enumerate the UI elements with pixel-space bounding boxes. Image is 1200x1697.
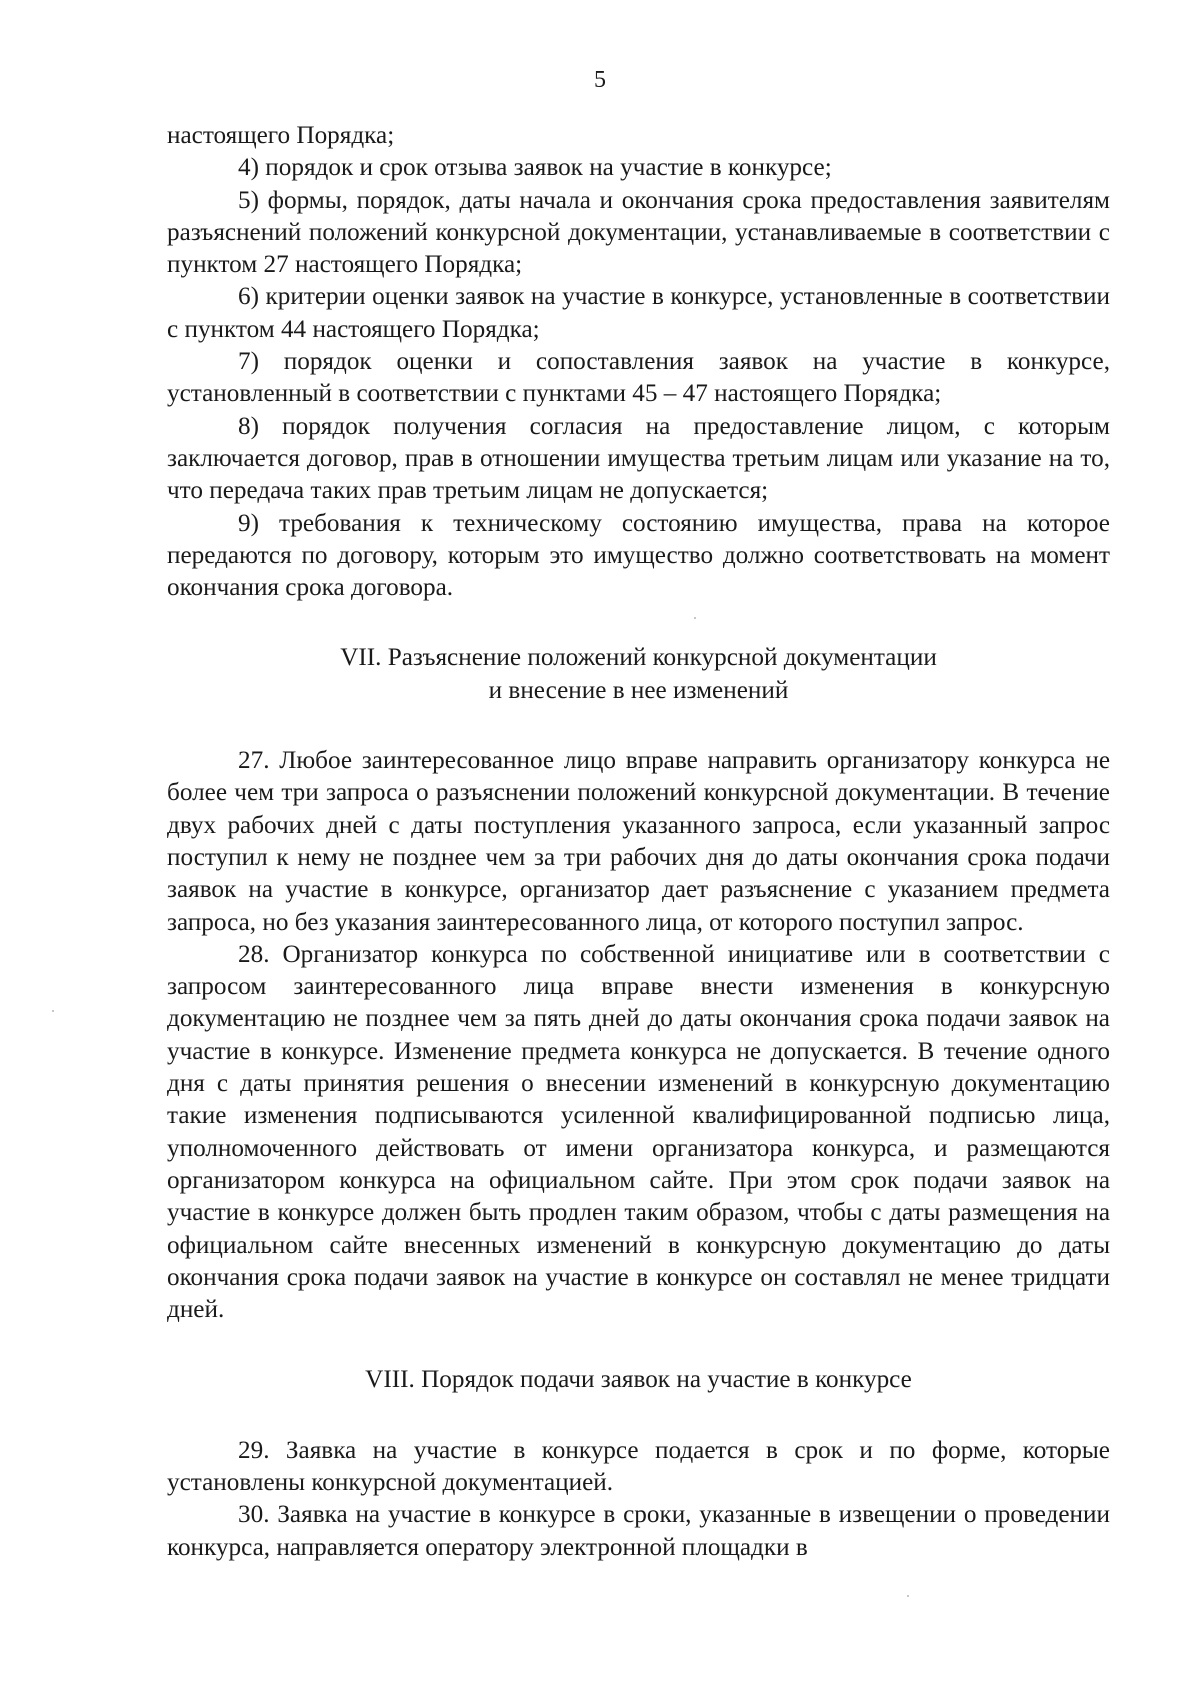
scan-speck — [694, 617, 696, 619]
section-heading — [167, 1364, 1110, 1396]
paragraph: 9) требования к техническому состоянию имущества, права на которое передаются по договору, которым это имущество должно соответствовать на момент окончания срока договора. — [167, 509, 1110, 602]
paragraph: 8) порядок получения согласия на предоставление лицом, с которым заключается договор, прав в отношении имущества третьим лицам или указание на то, что передача таких прав третьим лицам не допускается; — [167, 412, 1110, 505]
paragraph: 28. Организатор конкурса по собственной инициативе или в соответствии с запросом заинтересованного лица вправе внести изменения в конкурсную документацию не позднее чем за пять дней до даты окончания срока подачи заявок на участие в конкурсе. Изменение предмета конкурса не допускается. В течение одного дня с даты принятия решения о внесении изменений в конкурсную документацию такие изменения подписываются усиленной квалифицированной подписью лица, уполномоченного действовать от имени организатора конкурса, и размещаются организатором конкурса на официальном сайте. При этом срок подачи заявок на участие в конкурсе должен быть продлен таким образом, чтобы с даты размещения на официальном сайте внесенных изменений в конкурсную документацию до даты окончания срока подачи заявок на участие в конкурсе он составлял не менее тридцати дней. — [167, 940, 1110, 1324]
section-heading-line: VII. Разъяснение положений конкурсной документации — [340, 644, 937, 672]
paragraph: 5) формы, порядок, даты начала и окончания срока предоставления заявителям разъяснений положений конкурсной документации, устанавливаемые в соответствии с пунктом 27 настоящего Порядка; — [167, 186, 1110, 279]
document-body — [167, 120, 1110, 1564]
paragraph: 6) критерии оценки заявок на участие в конкурсе, установленные в соответствии с пунктом 44 настоящего Порядка; — [167, 283, 1110, 343]
section-spacer — [167, 1397, 1110, 1435]
section-spacer — [167, 707, 1110, 745]
scan-speck — [907, 1595, 909, 1597]
paragraph: 4) порядок и срок отзыва заявок на участие в конкурсе; — [238, 154, 832, 182]
section-spacer — [167, 1326, 1110, 1364]
paragraph: настоящего Порядка; — [167, 122, 395, 149]
paragraph: 27. Любое заинтересованное лицо вправе направить организатору конкурса не более чем три запроса о разъяснении положений конкурсной документации. В течение двух рабочих дней с даты поступления указанного запроса, если указанный запрос поступил к нему не позднее чем за три рабочих дня до даты окончания срока подачи заявок на участие в конкурсе, организатор дает разъяснение с указанием предмета запроса, но без указания заинтересованного лица, от которого поступил запрос. — [167, 747, 1110, 936]
section-heading-line: и внесение в нее изменений — [488, 676, 789, 704]
page-number: 5 — [594, 67, 606, 93]
section-spacer — [167, 604, 1110, 642]
paragraph: 30. Заявка на участие в конкурсе в сроки, указанные в извещении о проведении конкурса, направляется оператору электронной площадки в — [167, 1501, 1110, 1561]
paragraph: 7) порядок оценки и сопоставления заявок на участие в конкурсе, установленный в соответствии с пунктами 45 – 47 настоящего Порядка; — [167, 348, 1110, 408]
paragraph: 29. Заявка на участие в конкурсе подается в срок и по форме, которые установлены конкурсной документацией. — [167, 1436, 1110, 1496]
section-heading — [167, 642, 1110, 707]
scan-speck — [52, 1010, 54, 1012]
section-heading-line: VIII. Порядок подачи заявок на участие в конкурсе — [365, 1366, 912, 1394]
